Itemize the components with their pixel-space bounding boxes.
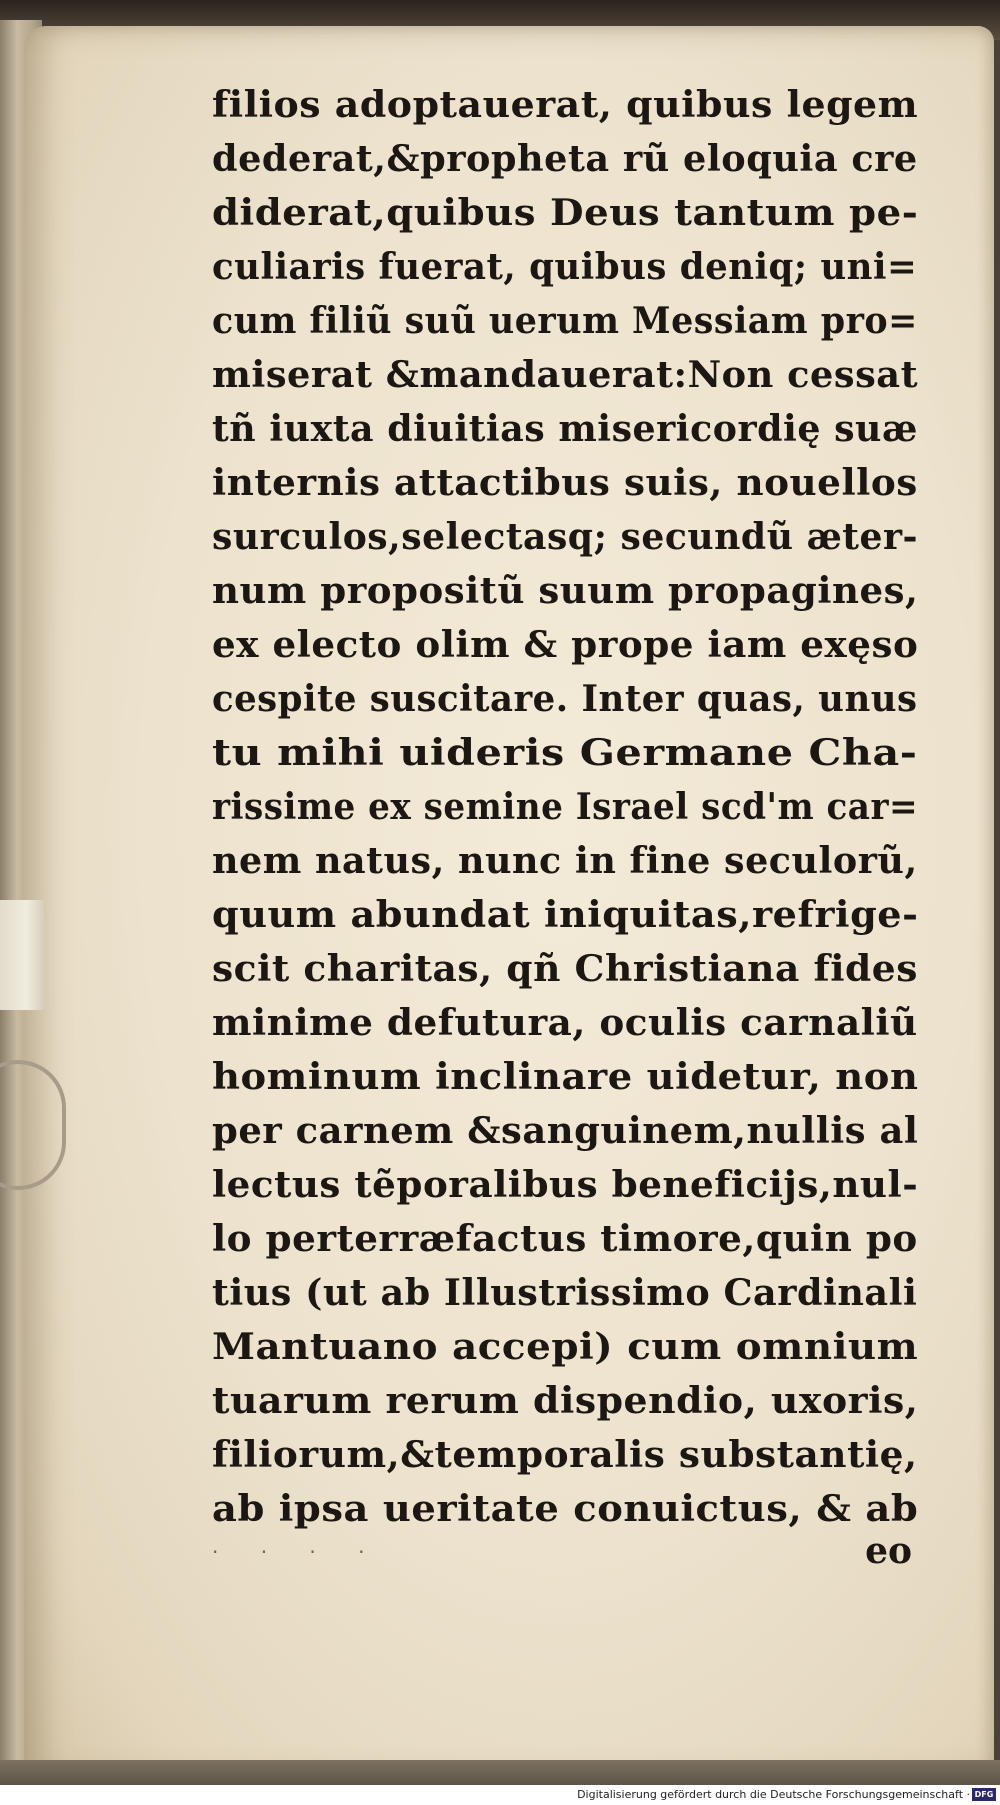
text-line: per carnem &sanguinem,nullis al — [212, 1110, 919, 1152]
text-line: scit charitas, qñ Christiana fides — [212, 948, 918, 990]
text-line: ab ipsa ueritate conuictus, & ab — [212, 1488, 919, 1530]
text-line: lo perterræfactus timore,quin po — [212, 1218, 918, 1260]
text-line: ex electo olim & prope iam exęso — [212, 624, 919, 666]
text-line: rissime ex semine Israel scd'm car= — [212, 786, 919, 828]
text-line: dederat,&propheta rũ eloquia cre — [212, 138, 918, 180]
text-line: tñ iuxta diuitias misericordię suæ — [212, 408, 918, 450]
text-line: cum filiũ suũ uerum Messiam pro= — [212, 300, 918, 342]
text-line: internis attactibus suis, nouellos — [212, 462, 918, 504]
footer-bar — [0, 1785, 1000, 1805]
text-line: minime defutura, oculis carnaliũ — [212, 1002, 918, 1044]
text-line: num propositũ suum propagines, — [212, 570, 919, 612]
footer-credit: Digitalisierung gefördert durch die Deutsche Forschungsgemeinschaft · — [577, 1788, 970, 1801]
text-line: filios adoptauerat, quibus legem — [212, 84, 919, 126]
binding-ring — [0, 1060, 66, 1190]
text-line: lectus tẽporalibus beneficijs,nul- — [212, 1164, 919, 1206]
text-line: surculos,selectasq; secundũ æter- — [212, 516, 919, 558]
text-line: tuarum rerum dispendio, uxoris, — [212, 1380, 919, 1422]
text-line: tu mihi uideris Germane Cha- — [212, 732, 918, 774]
text-line: culiaris fuerat, quibus deniq; uni= — [212, 246, 918, 288]
dfg-logo: DFG — [972, 1788, 996, 1801]
binding-strap — [0, 900, 44, 1010]
text-line: filiorum,&temporalis substantię, — [212, 1434, 918, 1476]
text-line: nem natus, nunc in fine seculorũ, — [212, 840, 918, 882]
text-line: miserat &mandauerat:Non cessat — [212, 354, 919, 396]
text-line: tius (ut ab Illustrissimo Cardinali — [212, 1272, 918, 1314]
text-line: Mantuano accepi) cum omnium — [212, 1326, 919, 1368]
scan-bottom-edge — [0, 1760, 1000, 1785]
text-line: diderat,quibus Deus tantum pe- — [212, 192, 919, 234]
catchword: eo — [865, 1530, 912, 1572]
text-line: quum abundat iniquitas,refrige- — [212, 894, 919, 936]
ink-specks: · · · · — [212, 1540, 383, 1564]
text-line: cespite suscitare. Inter quas, unus — [212, 678, 918, 720]
text-line: hominum inclinare uidetur, non — [212, 1056, 919, 1098]
